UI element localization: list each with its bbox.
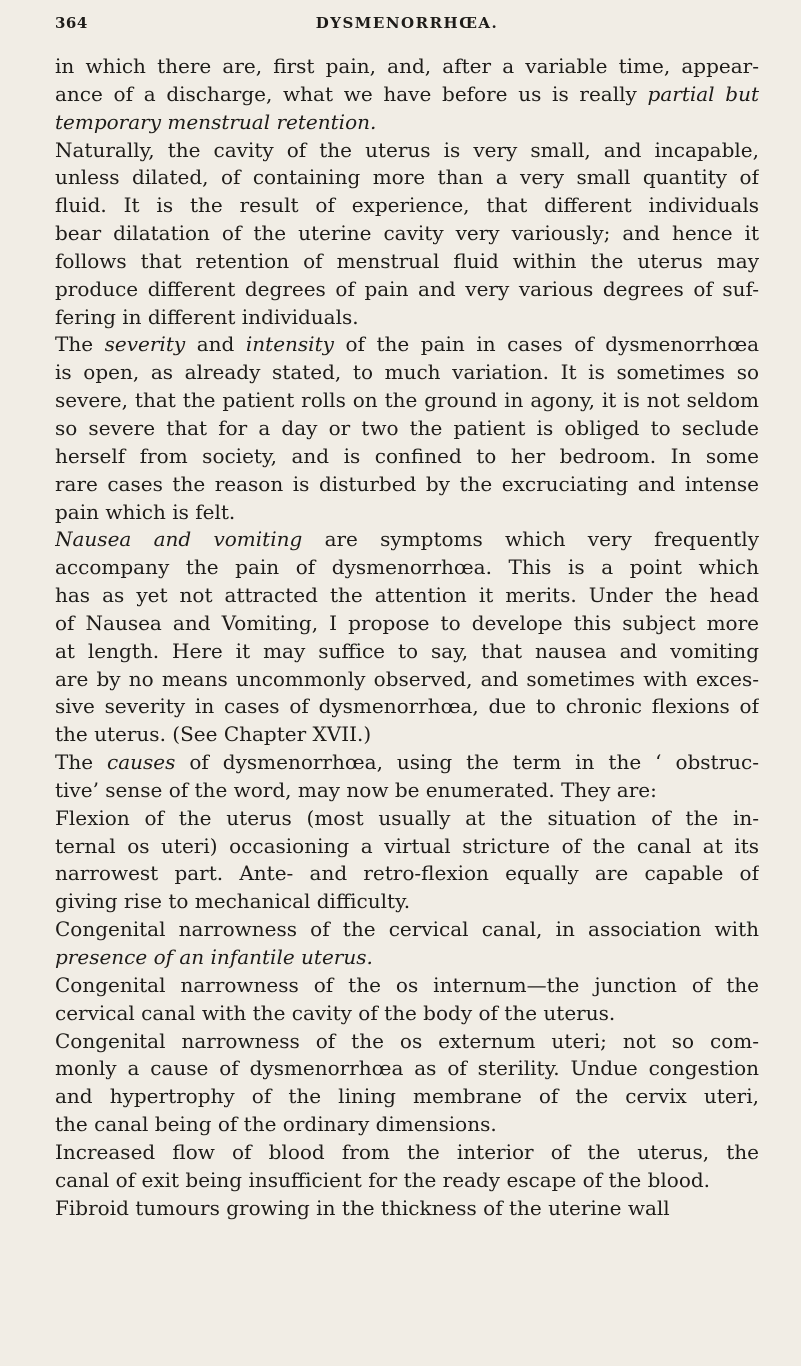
paragraph-start-line: The severity and intensity of the pain in cases of dysmenorrhœa: [55, 332, 759, 357]
text-line: tive’ sense of the word, may now be enumerated. They are:: [55, 777, 657, 802]
text-line: fluid. It is the result of experience, that different individuals: [55, 193, 759, 218]
paragraph-start-line: Fibroid tumours growing in the thickness of the uterine wall: [55, 1195, 670, 1220]
paragraph-start-line: Flexion of the uterus (most usually at the situation of the in-: [55, 805, 759, 830]
text-line: narrowest part. Ante- and retro-flexion equally are capable of: [55, 861, 759, 886]
italic-phrase: presence of an infantile uterus.: [55, 945, 373, 969]
text-line: the uterus. (See Chapter XVII.): [55, 722, 372, 747]
text-line: so severe that for a day or two the patient is obliged to seclude: [55, 415, 759, 440]
text-line: and hypertrophy of the lining membrane of the cervix uteri,: [55, 1084, 759, 1109]
italic-phrase: partial but: [647, 81, 759, 106]
text-line: rare cases the reason is disturbed by the excruciating and intense: [55, 471, 759, 496]
text-line: herself from society, and is confined to her bedroom. In some: [55, 443, 759, 468]
italic-phrase: intensity: [245, 332, 334, 357]
page-number: 364: [55, 14, 88, 32]
text-line: pain which is felt.: [55, 499, 236, 524]
text-line: is open, as already stated, to much variation. It is sometimes so: [55, 360, 759, 385]
paragraph-start-line: Nausea and vomiting are symptoms which very frequently: [55, 527, 759, 552]
italic-phrase: causes: [107, 750, 176, 775]
text-line: sive severity in cases of dysmenorrhœa, due to chronic flexions of: [55, 694, 759, 719]
text-line: fering in different individuals.: [55, 304, 359, 329]
text-line: [55, 109, 759, 137]
text-line: ternal os uteri) occasioning a virtual stricture of the canal at its: [55, 833, 759, 858]
text-line: accompany the pain of dysmenorrhœa. This is a point which: [55, 555, 759, 580]
body-text: [55, 53, 759, 1222]
text-line: bear dilatation of the uterine cavity very variously; and hence it: [55, 221, 759, 246]
running-head: [55, 14, 759, 38]
text-line: [55, 944, 759, 972]
paragraph-start-line: Congenital narrowness of the os internum—the junction of the: [55, 972, 759, 997]
text-line: ance of a discharge, what we have before us is really partial but: [55, 81, 759, 106]
paragraph-start-line: Naturally, the cavity of the uterus is very small, and incapable,: [55, 137, 759, 162]
paragraph-start-line: Congenital narrowness of the os externum uteri; not so com-: [55, 1028, 759, 1053]
text-line: at length. Here it may suffice to say, that nausea and vomiting: [55, 638, 759, 663]
text-line: of Nausea and Vomiting, I propose to develope this subject more: [55, 610, 759, 635]
text-line: the canal being of the ordinary dimensions.: [55, 1112, 497, 1137]
paragraph-start-line: Increased flow of blood from the interior of the uterus, the: [55, 1139, 759, 1164]
text-line: unless dilated, of containing more than a very small quantity of: [55, 165, 759, 190]
text-line: has as yet not attracted the attention it merits. Under the head: [55, 583, 759, 608]
text-line: canal of exit being insufficient for the ready escape of the blood.: [55, 1167, 711, 1192]
paragraph-start-line: The causes of dysmenorrhœa, using the term in the ‘ obstruc-: [55, 750, 759, 775]
running-title: DYSMENORRHŒA.: [315, 14, 499, 32]
text-line: giving rise to mechanical difficulty.: [55, 889, 411, 914]
italic-phrase: severity: [104, 332, 186, 357]
italic-phrase: Nausea and vomiting: [55, 527, 303, 552]
paragraph-start-line: Congenital narrowness of the cervical canal, in association with: [55, 917, 759, 942]
text-line: cervical canal with the cavity of the body of the uterus.: [55, 1000, 616, 1025]
text-line: monly a cause of dysmenorrhœa as of sterility. Undue congestion: [55, 1056, 759, 1081]
text-line: in which there are, first pain, and, after a variable time, appear-: [55, 54, 759, 78]
italic-phrase: temporary menstrual retention.: [55, 109, 377, 134]
text-line: follows that retention of menstrual fluid within the uterus may: [55, 248, 759, 273]
text-line: produce different degrees of pain and very various degrees of suf-: [55, 276, 759, 301]
text-line: severe, that the patient rolls on the ground in agony, it is not seldom: [55, 388, 759, 413]
text-line: are by no means uncommonly observed, and sometimes with exces-: [55, 666, 759, 691]
